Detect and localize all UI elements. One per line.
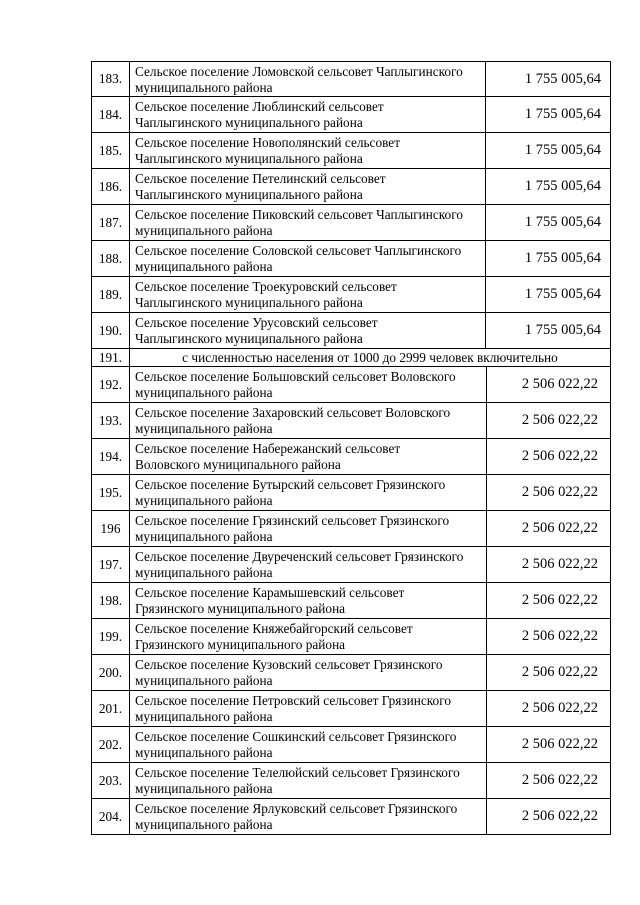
settlement-name-line2: муниципального района [135, 565, 273, 580]
row-number: 189. [92, 277, 130, 312]
amount-cell: 2 506 022,22 [486, 763, 610, 798]
table-row [91, 241, 611, 277]
amount-cell: 2 506 022,22 [486, 367, 610, 402]
amount-cell: 1 755 005,64 [485, 313, 610, 348]
table-row [91, 655, 611, 691]
table-row [91, 313, 611, 349]
settlement-name-line1: Сельское поселение Новополянский сельсовет [135, 135, 401, 150]
settlement-name-line2: муниципального района [135, 223, 273, 238]
row-number: 199. [92, 619, 130, 654]
amount-cell: 2 506 022,22 [486, 619, 610, 654]
settlement-name-line2: Чаплыгинского муниципального района [135, 187, 363, 202]
settlement-name-line1: Сельское поселение Кузовский сельсовет Грязинского [135, 657, 443, 672]
table-row [91, 205, 611, 241]
group-header-row [91, 349, 611, 367]
settlement-name [130, 511, 486, 546]
table-row [91, 61, 611, 97]
settlement-name [130, 241, 485, 276]
settlement-name-line1: Сельское поселение Петелинский сельсовет [135, 171, 386, 186]
settlement-name-line1: Сельское поселение Ломовской сельсовет Чаплыгинского [135, 64, 463, 79]
table-row [91, 799, 611, 835]
settlement-name-line1: Сельское поселение Урусовский сельсовет [135, 315, 378, 330]
settlement-name-line1: Сельское поселение Пиковский сельсовет Чаплыгинского [135, 207, 463, 222]
row-number: 192. [92, 367, 130, 402]
table-row [91, 277, 611, 313]
settlement-name-line2: муниципального района [135, 817, 273, 832]
settlement-name-line1: Сельское поселение Захаровский сельсовет Воловского [135, 405, 451, 420]
row-number: 187. [92, 205, 130, 240]
settlement-name [130, 583, 486, 618]
amount-cell: 1 755 005,64 [485, 205, 610, 240]
settlement-name-line2: Грязинского муниципального района [135, 637, 346, 652]
amount-cell: 2 506 022,22 [486, 799, 610, 834]
amount-cell: 1 755 005,64 [485, 169, 610, 204]
settlement-name-line2: муниципального района [135, 529, 273, 544]
amount-cell: 2 506 022,22 [486, 403, 610, 438]
row-number: 201. [92, 691, 130, 726]
settlement-name [130, 547, 486, 582]
settlement-name [130, 691, 486, 726]
row-number: 204. [92, 799, 130, 834]
settlement-name-line1: Сельское поселение Двуреченский сельсовет Грязинского [135, 549, 464, 564]
amount-cell: 2 506 022,22 [486, 691, 610, 726]
settlement-name [130, 403, 486, 438]
settlement-name-line2: муниципального района [135, 673, 273, 688]
settlement-name-line1: Сельское поселение Бутырский сельсовет Грязинского [135, 477, 446, 492]
table-row [91, 727, 611, 763]
row-number: 183. [92, 62, 130, 96]
table-row [91, 691, 611, 727]
settlement-name [130, 475, 486, 510]
table-row [91, 169, 611, 205]
table-row [91, 763, 611, 799]
table-row [91, 475, 611, 511]
row-number: 191. [92, 349, 130, 366]
row-number: 195. [92, 475, 130, 510]
amount-cell: 2 506 022,22 [486, 475, 610, 510]
table-block-population [91, 367, 611, 835]
settlement-name-line2: муниципального района [135, 781, 273, 796]
settlement-name [130, 62, 485, 96]
table-row [91, 583, 611, 619]
row-number: 203. [92, 763, 130, 798]
settlement-name-line1: Сельское поселение Ярлуковский сельсовет Грязинского [135, 801, 458, 816]
amount-cell: 2 506 022,22 [486, 727, 610, 762]
table-block-chaplygin [91, 61, 611, 349]
row-number: 188. [92, 241, 130, 276]
table-row [91, 97, 611, 133]
table-row [91, 511, 611, 547]
settlement-name [130, 655, 486, 690]
settlement-name-line1: Сельское поселение Княжебайгорский сельсовет [135, 621, 413, 636]
row-number: 184. [92, 97, 130, 132]
settlement-name [130, 97, 485, 132]
settlement-name [130, 763, 486, 798]
document-table [91, 61, 611, 835]
amount-cell: 2 506 022,22 [486, 511, 610, 546]
table-row [91, 133, 611, 169]
amount-cell: 1 755 005,64 [485, 62, 610, 96]
row-number: 197. [92, 547, 130, 582]
amount-cell: 1 755 005,64 [485, 241, 610, 276]
table-row [91, 403, 611, 439]
settlement-name-line1: Сельское поселение Сошкинский сельсовет Грязинского [135, 729, 457, 744]
settlement-name-line1: Сельское поселение Грязинский сельсовет Грязинского [135, 513, 450, 528]
row-number: 193. [92, 403, 130, 438]
amount-cell: 2 506 022,22 [486, 547, 610, 582]
settlement-name-line1: Сельское поселение Большовский сельсовет Воловского [135, 369, 456, 384]
table-row [91, 439, 611, 475]
settlement-name-line1: Сельское поселение Люблинский сельсовет [135, 99, 384, 114]
amount-cell: 2 506 022,22 [486, 583, 610, 618]
settlement-name-line2: Чаплыгинского муниципального района [135, 331, 363, 346]
settlement-name [130, 205, 485, 240]
settlement-name [130, 619, 486, 654]
settlement-name-line2: муниципального района [135, 259, 273, 274]
row-number: 196 [92, 511, 130, 546]
table-row [91, 619, 611, 655]
settlement-name [130, 367, 486, 402]
table-row [91, 367, 611, 403]
settlement-name-line2: муниципального района [135, 80, 273, 95]
table-row [91, 547, 611, 583]
settlement-name-line2: муниципального района [135, 493, 273, 508]
settlement-name-line1: Сельское поселение Троекуровский сельсовет [135, 279, 397, 294]
settlement-name [130, 313, 485, 348]
settlement-name [130, 727, 486, 762]
settlement-name-line1: Сельское поселение Петровский сельсовет Грязинского [135, 693, 451, 708]
settlement-name-line2: муниципального района [135, 421, 273, 436]
row-number: 186. [92, 169, 130, 204]
group-header-text: с численностью населения от 1000 до 2999 человек включительно [182, 349, 558, 365]
row-number: 194. [92, 439, 130, 474]
settlement-name-line2: Воловского муниципального района [135, 457, 341, 472]
amount-cell: 1 755 005,64 [485, 97, 610, 132]
settlement-name [130, 133, 485, 168]
settlement-name-line1: Сельское поселение Набережанский сельсовет [135, 441, 401, 456]
settlement-name-line2: муниципального района [135, 745, 273, 760]
settlement-name-line1: Сельское поселение Карамышевский сельсовет [135, 585, 405, 600]
settlement-name-line2: Грязинского муниципального района [135, 601, 346, 616]
settlement-name-line2: муниципального района [135, 385, 273, 400]
row-number: 198. [92, 583, 130, 618]
row-number: 202. [92, 727, 130, 762]
settlement-name-line2: Чаплыгинского муниципального района [135, 295, 363, 310]
settlement-name [130, 169, 485, 204]
row-number: 185. [92, 133, 130, 168]
settlement-name-line2: Чаплыгинского муниципального района [135, 115, 363, 130]
settlement-name-line1: Сельское поселение Соловской сельсовет Чаплыгинского [135, 243, 462, 258]
settlement-name [130, 799, 486, 834]
amount-cell: 1 755 005,64 [485, 277, 610, 312]
amount-cell: 1 755 005,64 [485, 133, 610, 168]
settlement-name [130, 277, 485, 312]
settlement-name-line2: муниципального района [135, 709, 273, 724]
amount-cell: 2 506 022,22 [486, 655, 610, 690]
settlement-name [130, 439, 486, 474]
settlement-name-line1: Сельское поселение Телелюйский сельсовет Грязинского [135, 765, 460, 780]
amount-cell: 2 506 022,22 [486, 439, 610, 474]
row-number: 190. [92, 313, 130, 348]
settlement-name-line2: Чаплыгинского муниципального района [135, 151, 363, 166]
row-number: 200. [92, 655, 130, 690]
